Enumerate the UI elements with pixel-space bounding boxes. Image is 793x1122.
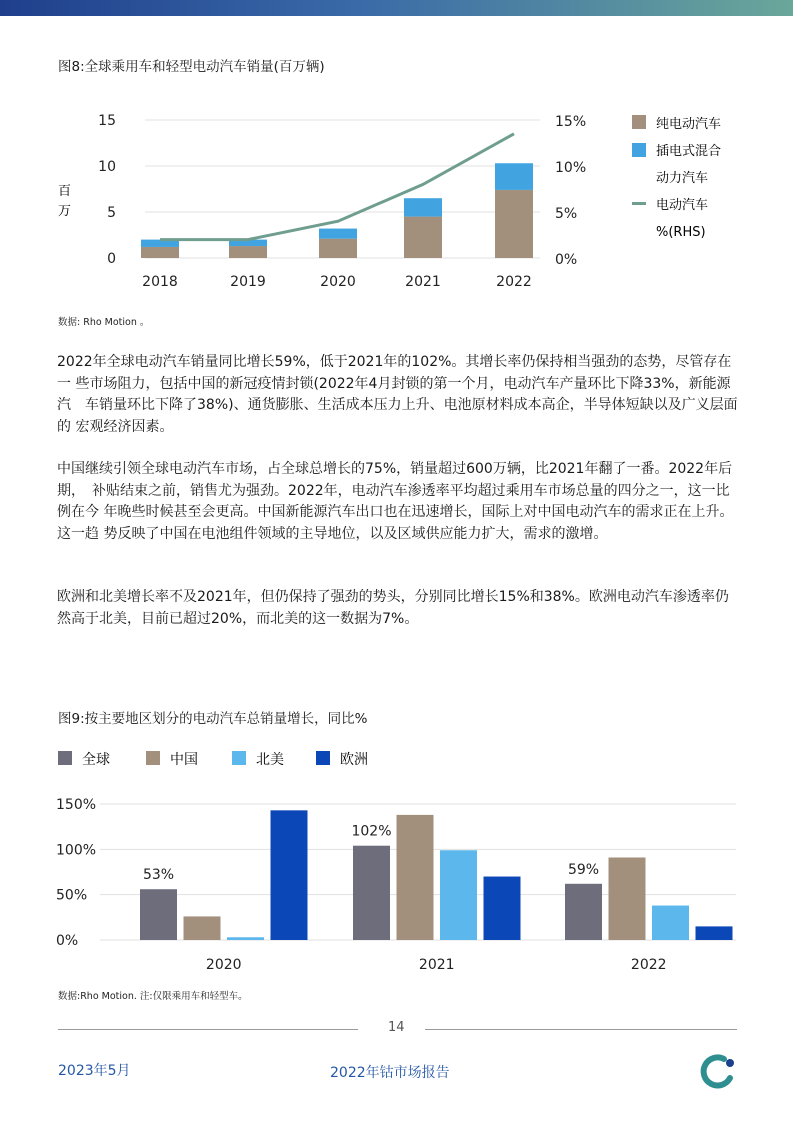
figure8-y-tick: 10 — [98, 159, 116, 175]
figure8-chart — [0, 100, 793, 305]
bar-global — [353, 846, 390, 940]
footer-report-title: 2022年钴市场报告 — [330, 1065, 450, 1081]
cobalt-institute-logo-icon — [697, 1050, 741, 1094]
figure8-y-tick: 15 — [98, 113, 116, 129]
page-number: 14 — [388, 1020, 405, 1035]
figure9-x-tick: 2020 — [205, 957, 242, 973]
paragraph-1: 2022年全球电动汽车销量同比增长59%，低于2021年的102%。其增长率仍保持相当强劲的态势，尽管存在一 些市场阻力，包括中国的新冠疫情封锁(2022年4月封锁的第一个月，电动汽车产量环比下降33%，新能源汽 车销量环比下降了38%)、通货膨胀、生活成本压力上升、电池原材料成本高企，半导体短缺以及广义层面的 宏观经济因素。 — [57, 354, 738, 435]
legend-swatch-global — [58, 751, 72, 765]
figure8-y2-ticks — [555, 114, 586, 268]
figure8-x-ticks — [142, 274, 532, 290]
legend-label-phev-2: 动力汽车 — [656, 171, 709, 186]
figure9-x-ticks — [206, 957, 667, 973]
figure8-x-tick: 2019 — [230, 274, 266, 290]
bar-bev — [319, 239, 357, 258]
figure9-y-tick: 100% — [56, 842, 97, 859]
figure9-bars — [140, 810, 733, 940]
bar-global — [565, 884, 602, 940]
legend-swatch-bev — [632, 115, 646, 129]
figure8-source: 数据: Rho Motion 。 — [58, 317, 150, 328]
figure8-y2-tick: 0% — [555, 252, 578, 268]
legend-label-north-america: 北美 — [256, 752, 284, 768]
paragraph-2: 中国继续引领全球电动汽车市场，占全球总增长的75%，销量超过600万辆，比2021年翻了一番。2022年后期， 补贴结束之前，销售尤为强劲。2022年，电动汽车渗透率平均超过乘用车市场总量的四分之一，这一比例在今 年晚些时候甚至会更高。中国新能源汽车出口也在迅速增长，国际上对中国电动汽车的需求正在上升。这一趋 势反映了中国在电池组件领域的主导地位，以及区域供应能力扩大，需求的激增。 — [57, 461, 734, 542]
figure8-x-tick: 2018 — [142, 274, 178, 290]
bar-bev — [495, 190, 533, 258]
bar-china — [609, 857, 646, 940]
figure8-x-tick: 2021 — [405, 274, 441, 290]
bar-global — [140, 889, 177, 940]
bar-north-america — [652, 906, 689, 940]
global-data-label: 59% — [567, 861, 600, 878]
figure8-bars — [141, 163, 533, 258]
footer-date: 2023年5月 — [58, 1063, 131, 1079]
figure8-y2-tick: 10% — [555, 160, 587, 176]
bar-phev — [404, 198, 442, 216]
bar-bev — [141, 247, 179, 258]
bar-bev — [404, 217, 442, 258]
bar-phev — [319, 229, 357, 239]
figure9-chart — [0, 790, 793, 980]
bar-north-america — [440, 850, 477, 940]
figure8-x-tick: 2020 — [320, 274, 356, 290]
figure9-source: 数据:Rho Motion. 注:仅限乘用车和轻型车。 — [58, 991, 248, 1002]
bar-china — [397, 815, 434, 940]
figure9-y-tick: 150% — [56, 797, 97, 813]
figure9-x-tick: 2021 — [418, 957, 455, 973]
legend-label-china: 中国 — [170, 752, 198, 768]
figure9-y-ticks — [56, 797, 96, 949]
figure8-y-tick: 5 — [107, 205, 116, 221]
ev-share-line — [160, 134, 514, 240]
legend-label-bev: 纯电动汽车 — [656, 117, 722, 132]
figure9-legend — [0, 745, 793, 775]
figure8-y2-tick: 5% — [555, 206, 578, 222]
global-data-label: 102% — [351, 823, 392, 840]
paragraph-3: 欧洲和北美增长率不及2021年，但仍保持了强劲的势头，分别同比增长15%和38%。欧洲电动汽车渗透率仍 然高于北美，目前已超过20%，而北美的这一数据为7%。 — [57, 589, 729, 627]
figure8-title: 图8:全球乘用车和轻型电动汽车销量(百万辆) — [58, 59, 325, 75]
footer-divider-left — [58, 1029, 358, 1030]
figure8-y-ticks — [98, 113, 116, 267]
figure9-title: 图9:按主要地区划分的电动汽车总销量增长，同比% — [58, 711, 368, 727]
header-gradient-bar — [0, 0, 793, 16]
figure9-x-tick: 2022 — [630, 957, 667, 973]
bar-bev — [229, 246, 267, 258]
legend-label-europe: 欧洲 — [340, 752, 368, 768]
global-data-label: 53% — [142, 867, 175, 884]
bar-europe — [696, 926, 733, 940]
legend-swatch-north-america — [232, 751, 246, 765]
bar-china — [184, 916, 221, 940]
figure9-y-tick: 50% — [56, 887, 88, 904]
bar-europe — [271, 810, 308, 940]
legend-swatch-europe — [316, 751, 330, 765]
figure8-x-tick: 2022 — [496, 274, 532, 290]
legend-label-global: 全球 — [82, 752, 110, 768]
bar-phev — [495, 163, 533, 190]
legend-swatch-china — [146, 751, 160, 765]
figure8-y2-tick: 15% — [555, 114, 587, 130]
figure9-y-tick: 0% — [56, 933, 79, 949]
y-axis-label-char-1: 百 — [58, 184, 72, 199]
footer-divider-right — [425, 1029, 737, 1030]
bar-europe — [484, 877, 521, 940]
legend-swatch-phev — [632, 143, 646, 157]
legend-label-share-2: %(RHS) — [656, 225, 706, 240]
legend-swatch-share — [632, 202, 646, 205]
legend-label-share-1: 电动汽车 — [656, 198, 709, 213]
y-axis-label-char-2: 万 — [58, 204, 72, 219]
figure8-y-tick: 0 — [107, 251, 116, 267]
bar-north-america — [227, 937, 264, 940]
legend-label-phev-1: 插电式混合 — [656, 144, 722, 159]
